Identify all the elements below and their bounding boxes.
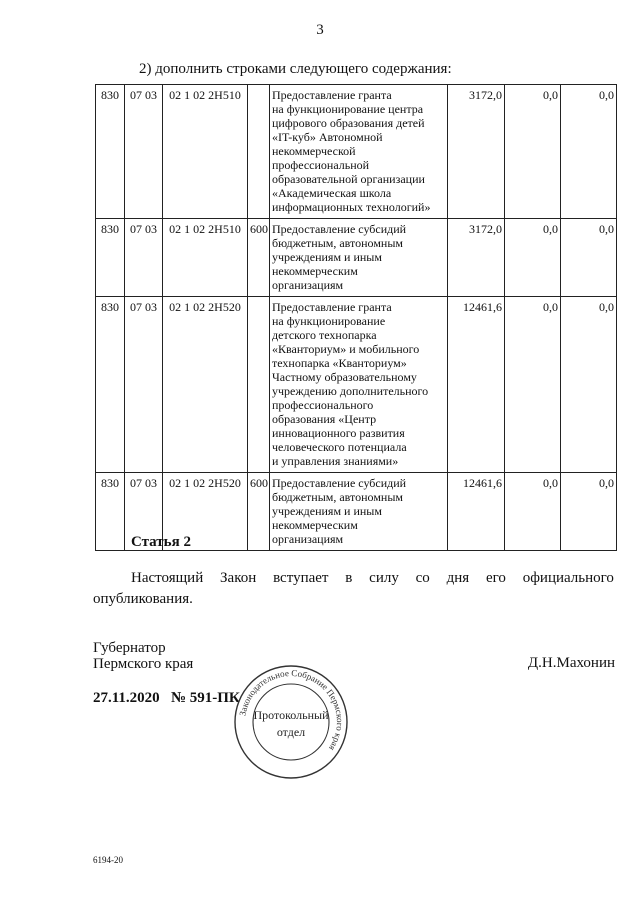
table-row xyxy=(96,85,617,219)
cell-code-2: 07 03 xyxy=(125,473,163,551)
description-line: бюджетным, автономным xyxy=(272,490,403,504)
description-line: детского технопарка xyxy=(272,328,377,342)
table-row xyxy=(96,297,617,473)
description-line: информационных технологий» xyxy=(272,200,431,214)
governor-title-line2: Пермского края xyxy=(93,656,194,672)
stamp-ring-text: Законодательное Собрание Пермского края xyxy=(237,667,346,753)
description-line: некоммерческой xyxy=(272,144,356,158)
cell-code-4: 600 xyxy=(248,219,270,297)
cell-code-2: 07 03 xyxy=(125,85,163,219)
cell-value-2: 0,0 xyxy=(505,297,561,473)
article-body-line1 xyxy=(93,568,614,589)
law-date: 27.11.2020 xyxy=(93,690,160,706)
cell-value-1: 12461,6 xyxy=(448,473,505,551)
intro-text: 2) дополнить строками следующего содержания: xyxy=(139,61,452,77)
description-line: Предоставление субсидий xyxy=(272,222,407,236)
description-line: на функционирование центра xyxy=(272,102,424,116)
cell-code-4 xyxy=(248,85,270,219)
table-row xyxy=(96,219,617,297)
cell-code-4 xyxy=(248,297,270,473)
body-word: в xyxy=(345,570,353,586)
cell-value-2: 0,0 xyxy=(505,473,561,551)
cell-value-3: 0,0 xyxy=(561,297,617,473)
cell-code-1: 830 xyxy=(96,85,125,219)
description-line: цифрового образования детей xyxy=(272,116,425,130)
cell-code-3: 02 1 02 2Н520 xyxy=(163,297,248,473)
body-word: Настоящий xyxy=(131,570,204,586)
cell-value-3: 0,0 xyxy=(561,473,617,551)
body-word: Закон xyxy=(220,570,257,586)
cell-value-2: 0,0 xyxy=(505,219,561,297)
article-heading: Статья 2 xyxy=(131,534,191,550)
description-line: некоммерческим xyxy=(272,264,358,278)
description-line: человеческого потенциала xyxy=(272,440,407,454)
cell-value-1: 3172,0 xyxy=(448,219,505,297)
description-line: инновационного развития xyxy=(272,426,405,440)
body-word: официального xyxy=(522,570,614,586)
cell-value-2: 0,0 xyxy=(505,85,561,219)
description-line: и управления знаниями» xyxy=(272,454,399,468)
description-line: Частному образовательному xyxy=(272,370,417,384)
description-line: образовательной организации xyxy=(272,172,425,186)
stamp-text-line2: отдел xyxy=(276,725,306,739)
governor-title-line1: Губернатор xyxy=(93,640,166,656)
budget-table xyxy=(95,84,617,551)
body-word: вступает xyxy=(273,570,329,586)
cell-code-3: 02 1 02 2Н520 xyxy=(163,473,248,551)
description-line: профессиональной xyxy=(272,158,370,172)
body-word: силу xyxy=(369,570,399,586)
description-line: Предоставление гранта xyxy=(272,300,392,314)
description-line: на функционирование xyxy=(272,314,386,328)
cell-code-1: 830 xyxy=(96,219,125,297)
cell-value-3: 0,0 xyxy=(561,219,617,297)
cell-description xyxy=(270,219,448,297)
description-line: «Академическая школа xyxy=(272,186,392,200)
cell-value-1: 3172,0 xyxy=(448,85,505,219)
official-stamp xyxy=(232,663,350,781)
article-body-line2: опубликования. xyxy=(93,591,193,607)
cell-code-2: 07 03 xyxy=(125,219,163,297)
date-and-number xyxy=(93,690,240,707)
page-number: 3 xyxy=(316,22,324,38)
description-line: организациям xyxy=(272,278,344,292)
description-line: Предоставление гранта xyxy=(272,88,392,102)
description-line: учреждениям и иным xyxy=(272,504,382,518)
cell-code-4: 600 xyxy=(248,473,270,551)
law-number: № 591-ПК xyxy=(170,690,240,706)
description-line: образования «Центр xyxy=(272,412,377,426)
description-line: учреждению дополнительного xyxy=(272,384,429,398)
cell-description xyxy=(270,473,448,551)
description-line: технопарка «Кванториум» xyxy=(272,356,407,370)
cell-description xyxy=(270,85,448,219)
description-line: учреждениям и иным xyxy=(272,250,382,264)
cell-value-3: 0,0 xyxy=(561,85,617,219)
body-word: со xyxy=(415,570,430,586)
article-body xyxy=(93,568,614,610)
governor-name: Д.Н.Махонин xyxy=(527,655,615,671)
cell-code-1: 830 xyxy=(96,473,125,551)
body-word: его xyxy=(485,570,506,586)
document-code: 6194-20 xyxy=(93,855,123,865)
cell-value-1: 12461,6 xyxy=(448,297,505,473)
cell-code-1: 830 xyxy=(96,297,125,473)
governor-title xyxy=(93,640,193,672)
cell-code-3: 02 1 02 2Н510 xyxy=(163,219,248,297)
description-line: Предоставление субсидий xyxy=(272,476,407,490)
description-line: некоммерческим xyxy=(272,518,358,532)
cell-code-2: 07 03 xyxy=(125,297,163,473)
description-line: «Кванториум» и мобильного xyxy=(272,342,420,356)
body-word: дня xyxy=(446,570,470,586)
cell-code-3: 02 1 02 2Н510 xyxy=(163,85,248,219)
description-line: профессионального xyxy=(272,398,374,412)
description-line: «IT-куб» Автономной xyxy=(272,130,383,144)
stamp-text-line1: Протокольный xyxy=(253,708,329,722)
description-line: организациям xyxy=(272,532,344,546)
description-line: бюджетным, автономным xyxy=(272,236,403,250)
cell-description xyxy=(270,297,448,473)
